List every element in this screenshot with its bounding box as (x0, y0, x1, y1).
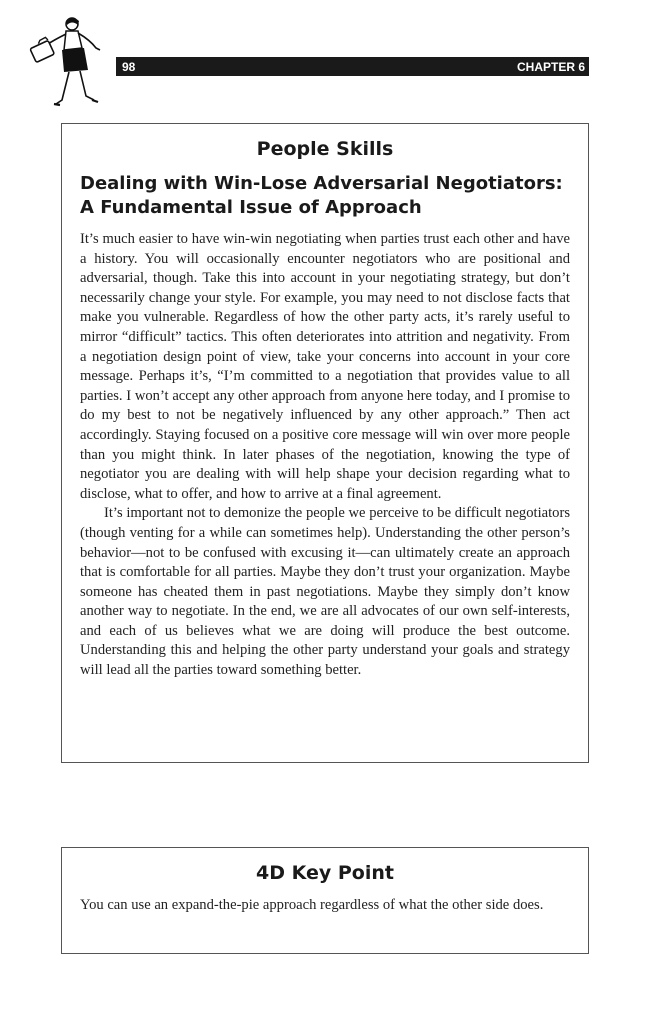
chapter-label: CHAPTER 6 (516, 59, 585, 74)
box-subtitle (80, 172, 570, 220)
box-subtitle-line-2: A Fundamental Issue of Approach (80, 197, 422, 218)
body-paragraph-2: It’s important not to demonize the people we perceive to be difficult negotiators (though venting for a while can sometimes help). Understanding the other person’s behavior—not to be confused with excusing it—can ultimately create an approach that is comfortable for all parties. Maybe they don’t trust your organization. Maybe someone has cheated them in past negotiations. Maybe they simply don’t know another way to negotiate. In the end, we are all advocates of our own self-interests, and each of us believes what we are doing will produce the best outcome. Understanding this and helping the other party understand your goals and strategy will lead all the parties toward something better. (80, 505, 570, 679)
people-skills-box (61, 123, 589, 763)
key-point-text: You can use an expand-the-pie approach regardless of what the other side does. (80, 897, 544, 913)
page-header-bar (116, 57, 589, 76)
box-title: People Skills (256, 138, 394, 160)
page-number: 98 (122, 59, 136, 74)
box-subtitle-line-1: Dealing with Win-Lose Adversarial Negotiators: (80, 173, 563, 194)
key-point-box (61, 847, 589, 954)
body-paragraph-1: It’s much easier to have win-win negotiating when parties trust each other and have a history. You will occasionally encounter negotiators who are positional and adversarial, though. Take this into account in your negotiating strategy, but don’t necessarily change your style. For example, you may need to not disclose facts that make you vulnerable. Regardless of how the other party acts, it’s rarely useful to mirror “difficult” tactics. This often deteriorates into attrition and negativity. From a negotiation design point of view, take your concerns into account in your core message. Perhaps it’s, “I’m committed to a negotiation that provides value to all parties. I won’t accept any other approach from anyone here today, and I promise to do my best to not be negatively influenced by any other approach.” Then act accordingly. Staying focused on a positive core message will win over more people than you might think. In later phases of the negotiation, knowing the type of negotiator you are dealing with will help shape your decision regarding what to disclose, what to offer, and how to arrive at a final agreement. (80, 231, 570, 502)
businesswoman-briefcase-icon (22, 14, 110, 110)
key-point-title: 4D Key Point (256, 862, 394, 884)
